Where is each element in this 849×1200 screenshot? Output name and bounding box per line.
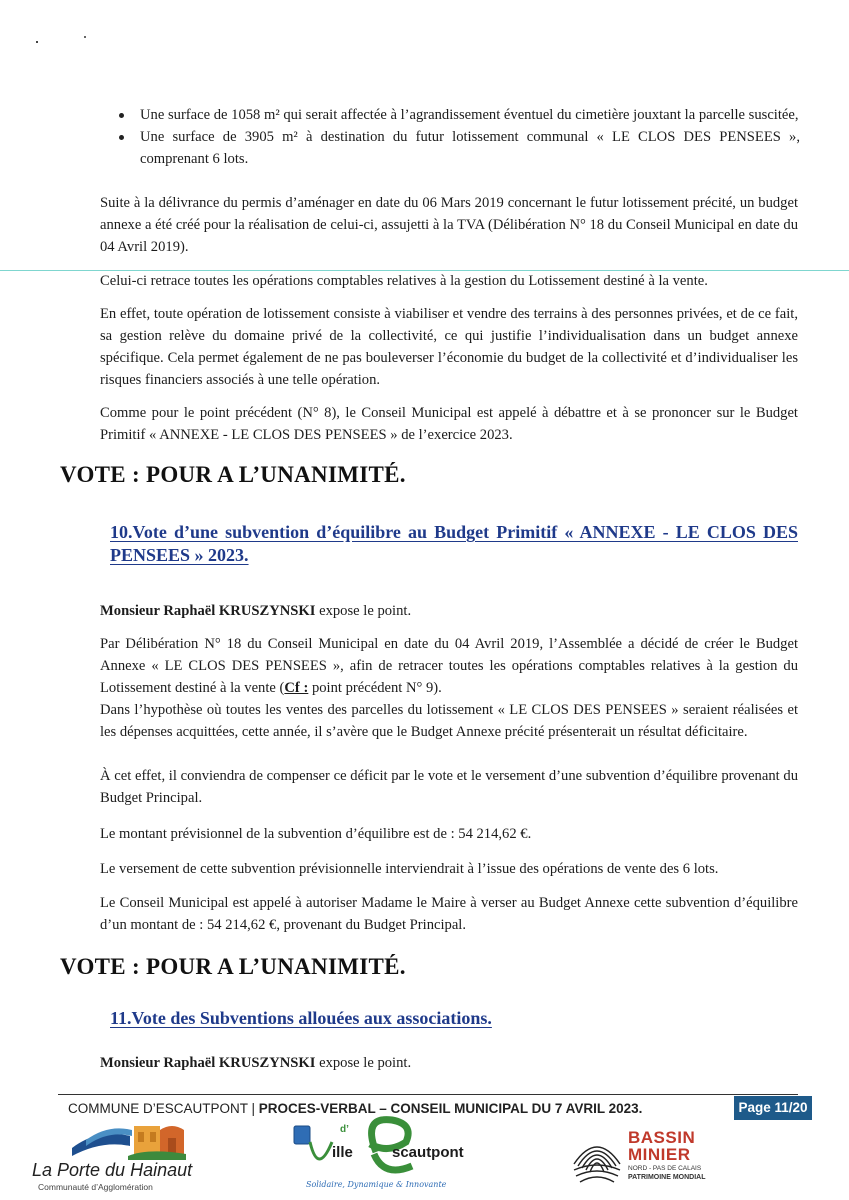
bassin-patrimoine: PATRIMOINE MONDIAL — [628, 1174, 706, 1181]
scan-speck — [84, 36, 86, 38]
ville-escautpont-logo — [288, 1112, 464, 1198]
porte-hainaut-emblem-icon — [68, 1118, 208, 1162]
vote-result: VOTE : POUR A L’UNANIMITÉ. — [60, 954, 406, 979]
bassin-region: NORD - PAS DE CALAIS — [628, 1165, 702, 1172]
ville-slogan: Solidaire, Dynamique & Innovante — [306, 1180, 447, 1189]
footer-doc-title: PROCES-VERBAL – CONSEIL MUNICIPAL DU 7 AVRIL 2023. — [258, 1101, 643, 1116]
paragraph-permis: Suite à la délivrance du permis d’aménager en date du 06 Mars 2019 concernant le futur lotissement précité, un budget annexe a été créé pour la réalisation de celui-ci, assujetti à la TVA (Délibération N° 18 du Conseil Municipal en date du 04 Avril 2019). — [100, 195, 798, 255]
page-number-badge: Page 11/20 — [734, 1096, 812, 1120]
paragraph-deliberation: Par Délibération N° 18 du Conseil Municipal en date du 04 Avril 2019, l’Assemblée a décidé de créer le Budget Annexe « LE CLOS DES PENSEES », afin de retracer toutes les opérations comptables relatives à la gestion du Lotissement destiné à la vente (Cf : point précédent N° 9). — [100, 636, 798, 696]
footer-divider — [58, 1094, 798, 1095]
section-11-heading-text: 11.Vote des Subventions allouées aux associations. — [110, 1008, 492, 1028]
speaker-name: Monsieur Raphaël KRUSZYNSKI — [100, 1055, 316, 1071]
paragraph-versement: Le versement de cette subvention prévisionnelle interviendrait à l’issue des opérations de vente des 6 lots. — [100, 861, 719, 877]
paragraph-comme: Comme pour le point précédent (N° 8), le Conseil Municipal est appelé à débattre et à se prononcer sur le Budget Primitif « ANNEXE - LE CLOS DES PENSEES » de l’exercice 2023. — [100, 405, 798, 443]
bassin-minier-logo — [566, 1128, 716, 1190]
cf-reference: Cf : — [284, 680, 309, 696]
ville-escaut-word: scautpont — [392, 1144, 464, 1161]
paragraph-hypothese: Dans l’hypothèse où toutes les ventes des parcelles du lotissement « LE CLOS DES PENSEES » seraient réalisées et les dépenses acquittées, cette année, il s’avère que le Budget Annexe précité présenterait un résultat déficitaire. — [100, 702, 798, 740]
bullet-dot-icon — [119, 113, 124, 118]
paragraph-en-effet: En effet, toute opération de lotissement consiste à viabiliser et vendre des terrains à des personnes privées, et de ce fait, sa gestion relève du domaine privé de la collectivité, ce qui justifie l’individualisation dans un budget annexe spécifique. Cela permet également de ne pas bouleverser l’économie du budget de la collectivité et d’individualiser les risques financiers associés à une telle opération. — [100, 306, 798, 388]
ville-word: ille — [332, 1144, 353, 1161]
bassin-fingerprint-icon — [568, 1130, 626, 1188]
paragraph-autoriser: Le Conseil Municipal est appelé à autoriser Madame le Maire à verser au Budget Annexe cette subvention d’équilibre d’un montant de : 54 214,62 €, provenant du Budget Principal. — [100, 895, 798, 933]
speaker-name: Monsieur Raphaël KRUSZYNSKI — [100, 603, 316, 619]
paragraph-compenser: À cet effet, il conviendra de compenser ce déficit par le vote et le versement d’une subvention d’équilibre provenant du Budget Principal. — [100, 768, 798, 806]
section-10-heading — [110, 521, 798, 567]
footer-separator: | — [247, 1101, 259, 1116]
minier-word: MINIER — [628, 1145, 691, 1164]
footer-commune: COMMUNE D’ESCAUTPONT — [68, 1101, 248, 1116]
paragraph-retrace: Celui-ci retrace toutes les opérations comptables relatives à la gestion du Lotissement destiné à la vente. — [100, 273, 708, 289]
porte-hainaut-name: La Porte du Hainaut — [32, 1160, 193, 1180]
scan-speck — [36, 41, 38, 43]
surface-bullet-list — [100, 104, 800, 170]
speaker-line-10 — [100, 600, 798, 622]
ville-d-prefix: d’ — [340, 1124, 349, 1135]
bullet-item: Une surface de 1058 m² qui serait affectée à l’agrandissement éventuel du cimetière jouxtant la parcelle suscitée, — [100, 104, 800, 126]
bullet-item: Une surface de 3905 m² à destination du futur lotissement communal « LE CLOS DES PENSEES », comprenant 6 lots. — [100, 126, 800, 170]
porte-hainaut-subtitle: Communauté d’Agglomération — [38, 1182, 153, 1192]
bullet-dot-icon — [119, 135, 124, 140]
porte-hainaut-logo — [28, 1118, 228, 1196]
speaker-suffix: expose le point. — [315, 603, 412, 619]
paragraph-montant: Le montant prévisionnel de la subvention d’équilibre est de : 54 214,62 €. — [100, 826, 532, 842]
vote-result: VOTE : POUR A L’UNANIMITÉ. — [60, 462, 406, 487]
speaker-suffix: expose le point. — [315, 1055, 412, 1071]
speaker-line-11 — [100, 1052, 798, 1074]
bassin-word: BASSIN — [628, 1128, 696, 1147]
section-10-heading-text: 10.Vote d’une subvention d’équilibre au Budget Primitif « ANNEXE - LE CLOS DES PENSEES » 2023. — [110, 522, 798, 565]
section-11-heading — [110, 1007, 798, 1030]
